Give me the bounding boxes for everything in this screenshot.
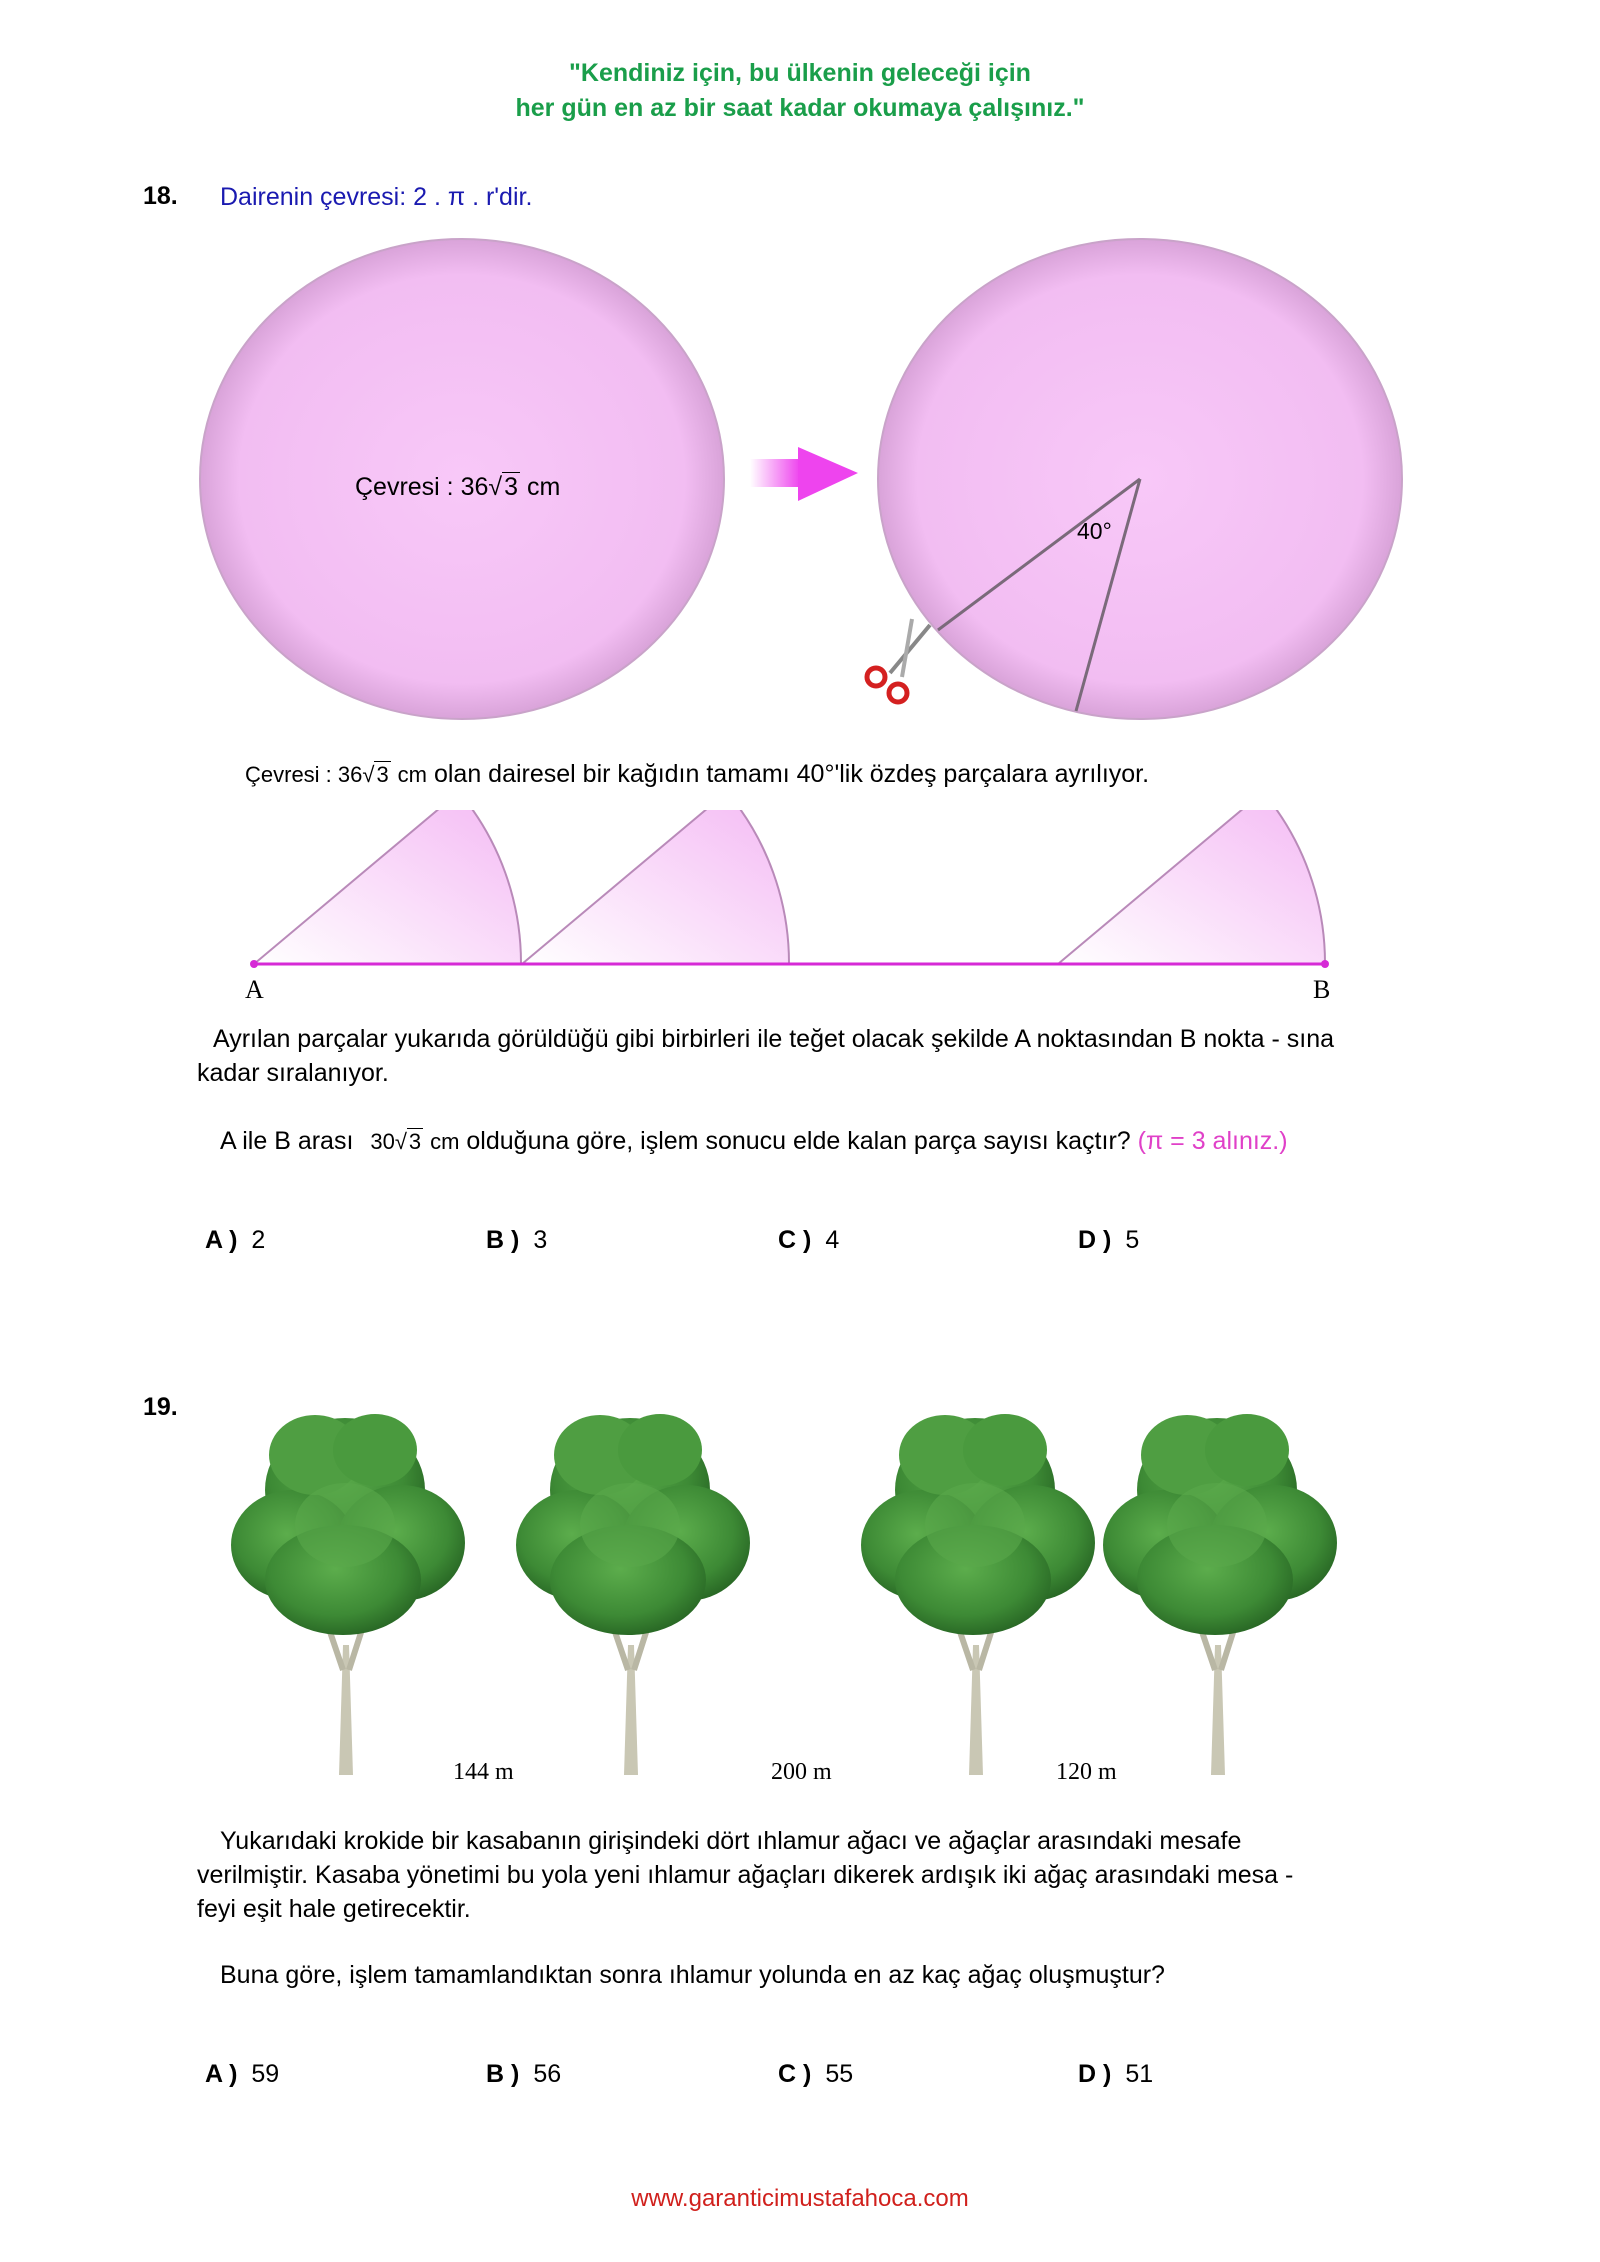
point-a-label: A [245, 975, 264, 1004]
q18-question [220, 1124, 1288, 1159]
tree-1-image [231, 1414, 465, 1775]
motto-line-2: her gün en az bir saat kadar okumaya çalışınız." [515, 94, 1085, 122]
question-18-number: 18. [143, 182, 178, 210]
option-value: 56 [533, 2060, 562, 2088]
scissors-icon [867, 619, 930, 702]
sqrt-sign: √3 [394, 1129, 422, 1154]
circle-label-prefix: Çevresi : 36 [355, 473, 489, 501]
angle-label: 40° [1077, 518, 1112, 544]
q19-paragraph-line-2: verilmiştir. Kasaba yönetimi bu yola yeni ıhlamur ağaçları dikerek ardışık iki ağaç arasındaki mesa - [197, 1861, 1294, 1889]
sector-piece-1 [254, 810, 521, 964]
point-a-dot [250, 960, 258, 968]
circle-circumference-label [355, 470, 560, 504]
right-arrow-icon [750, 447, 858, 501]
circle-label-radicand: 3 [504, 473, 519, 501]
q19-paragraph-line-3: feyi eşit hale getirecektir. [197, 1895, 471, 1923]
option-value: 2 [251, 1226, 266, 1254]
option-value: 5 [1125, 1226, 1140, 1254]
option-letter: D ) [1078, 1226, 1112, 1254]
footer-link[interactable]: www.garanticimustafahoca.com [631, 2185, 969, 2212]
statement [245, 757, 1149, 792]
motto-line-1: "Kendiniz için, bu ülkenin geleceği için [569, 59, 1031, 87]
sqrt-sign: √3 [488, 473, 519, 501]
q18-paragraph: Ayrılan parçalar yukarıda görüldüğü gibi birbirleri ile teğet olacak şekilde A noktasından B nokta - sına kadar sıralanıyor. [197, 1025, 1335, 1087]
circumference-formula: Dairenin çevresi: 2 . π . r'dir. [220, 183, 533, 211]
question-value: 30 [370, 1129, 395, 1154]
option-letter: B ) [486, 2060, 520, 2088]
statement-rest: olan dairesel bir kağıdın tamamı 40°'lik özdeş parçalara ayrılıyor. [433, 760, 1150, 788]
option-letter: C ) [778, 2060, 812, 2088]
option-letter: D ) [1078, 2060, 1112, 2088]
option-value: 55 [825, 2060, 854, 2088]
distance-label-2: 200 m [771, 1759, 832, 1785]
tree-2-image [516, 1414, 750, 1775]
point-b-dot [1321, 960, 1329, 968]
option-letter: A ) [205, 2060, 238, 2088]
sector-row-figure [240, 810, 1350, 1010]
q18-option-d[interactable] [1078, 1226, 1139, 1255]
point-b-label: B [1313, 975, 1331, 1004]
option-letter: B ) [486, 1226, 520, 1254]
question-prefix: A ile B arası [220, 1127, 354, 1155]
pi-hint: (π = 3 alınız.) [1137, 1127, 1288, 1155]
q19-option-d[interactable] [1078, 2060, 1153, 2089]
option-value: 4 [825, 1226, 840, 1254]
sector-piece-2 [522, 810, 789, 964]
tree-row-figure [215, 1395, 1385, 1785]
q18-option-b[interactable] [486, 1226, 547, 1255]
distance-label-3: 120 m [1056, 1759, 1117, 1785]
q19-paragraph-line-1: Yukarıdaki krokide bir kasabanın girişindeki dört ıhlamur ağacı ve ağaçlar arasındaki mesafe [220, 1827, 1242, 1855]
sqrt-sign: √3 [362, 762, 389, 787]
q18-option-c[interactable] [778, 1226, 839, 1255]
tree-3-image [861, 1414, 1095, 1775]
q18-option-a[interactable] [205, 1226, 265, 1255]
option-value: 59 [251, 2060, 280, 2088]
statement-prefix: Çevresi : 36 [245, 762, 363, 787]
question-19-number: 19. [143, 1393, 178, 1421]
distance-label-1: 144 m [453, 1759, 514, 1785]
sector-piece-3 [1058, 810, 1325, 964]
option-letter: C ) [778, 1226, 812, 1254]
option-letter: A ) [205, 1226, 238, 1254]
question-rest: olduğuna göre, işlem sonucu elde kalan parça sayısı kaçtır? [466, 1127, 1131, 1155]
statement-unit: cm [397, 762, 427, 787]
question-unit: cm [430, 1129, 460, 1154]
statement-radicand: 3 [376, 762, 389, 787]
question-radicand: 3 [408, 1129, 422, 1154]
q19-option-a[interactable] [205, 2060, 279, 2089]
circle-label-unit: cm [526, 473, 561, 501]
option-value: 3 [533, 1226, 548, 1254]
tree-4-image [1103, 1414, 1337, 1775]
option-value: 51 [1125, 2060, 1154, 2088]
q19-question: Buna göre, işlem tamamlandıktan sonra ıhlamur yolunda en az kaç ağaç oluşmuştur? [220, 1961, 1165, 1989]
q19-option-b[interactable] [486, 2060, 561, 2089]
q19-option-c[interactable] [778, 2060, 853, 2089]
